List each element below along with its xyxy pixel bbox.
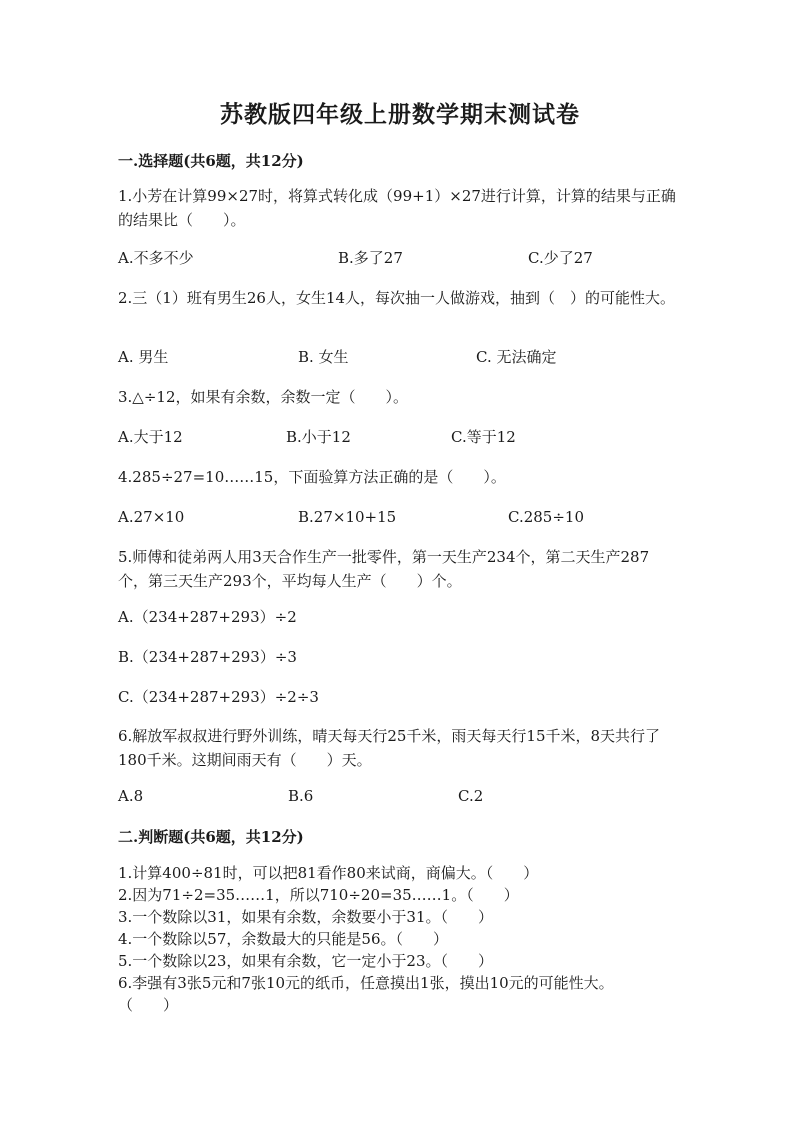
option-a: A.8 xyxy=(118,787,144,805)
judgement-item: 6.李强有3张5元和7张10元的纸币，任意摸出1张，摸出10元的可能性大。 （ ） xyxy=(118,974,637,1014)
judgement-item: 5.一个数除以23，如果有余数，它一定小于23。（ ） xyxy=(118,952,493,970)
option-c: C.少了27 xyxy=(528,249,593,267)
question-text: 6.解放军叔叔进行野外训练，晴天每天行25千米，雨天每天行15千米，8天共行了180千米。这期间雨天有（ ）天。 xyxy=(118,727,661,769)
option-c: C.285÷10 xyxy=(508,508,584,526)
option-c: C.2 xyxy=(458,787,484,805)
section-heading-judgement: 二.判断题(共6题，共12分) xyxy=(118,828,304,846)
option-a: A.（234+287+293）÷2 xyxy=(118,608,297,626)
options-row xyxy=(0,246,800,270)
question-text: 3.△÷12，如果有余数，余数一定（ ）。 xyxy=(118,388,409,406)
option-c: C.等于12 xyxy=(451,428,516,446)
option-c: C. 无法确定 xyxy=(476,348,557,366)
question-text: 1.小芳在计算99×27时，将算式转化成（99+1）×27进行计算，计算的结果与正确的结果比（ ）。 xyxy=(118,187,676,229)
judgement-item: 4.一个数除以57，余数最大的只能是56。（ ） xyxy=(118,930,448,948)
judgement-item: 1.计算400÷81时，可以把81看作80来试商，商偏大。（ ） xyxy=(118,864,539,882)
judgement-item: 2.因为71÷2=35……1，所以710÷20=35……1。（ ） xyxy=(118,886,519,904)
judgement-item: 3.一个数除以31，如果有余数，余数要小于31。（ ） xyxy=(118,908,493,926)
options-row xyxy=(0,345,800,369)
section-heading-choice: 一.选择题(共6题，共12分) xyxy=(118,152,304,170)
question-text: 4.285÷27=10……15，下面验算方法正确的是（ ）。 xyxy=(118,468,506,486)
option-b: B.27×10+15 xyxy=(298,508,397,526)
options-row xyxy=(0,505,800,529)
options-row xyxy=(0,425,800,449)
options-row xyxy=(0,784,800,808)
option-a: A.大于12 xyxy=(118,428,183,446)
option-b: B.6 xyxy=(288,787,314,805)
option-b: B. 女生 xyxy=(298,348,349,366)
page-title: 苏教版四年级上册数学期末测试卷 xyxy=(220,101,580,128)
question-text: 2.三（1）班有男生26人，女生14人，每次抽一人做游戏，抽到（ ）的可能性大。 xyxy=(118,289,676,307)
question-text: 5.师傅和徒弟两人用3天合作生产一批零件，第一天生产234个，第二天生产287个，第三天生产293个，平均每人生产（ ）个。 xyxy=(118,548,650,590)
option-b: B.小于12 xyxy=(286,428,351,446)
option-a: A.不多不少 xyxy=(118,249,194,267)
option-a: A.27×10 xyxy=(118,508,185,526)
option-b: B.（234+287+293）÷3 xyxy=(118,648,297,666)
option-c: C.（234+287+293）÷2÷3 xyxy=(118,688,319,706)
option-b: B.多了27 xyxy=(338,249,403,267)
option-a: A. 男生 xyxy=(118,348,169,366)
